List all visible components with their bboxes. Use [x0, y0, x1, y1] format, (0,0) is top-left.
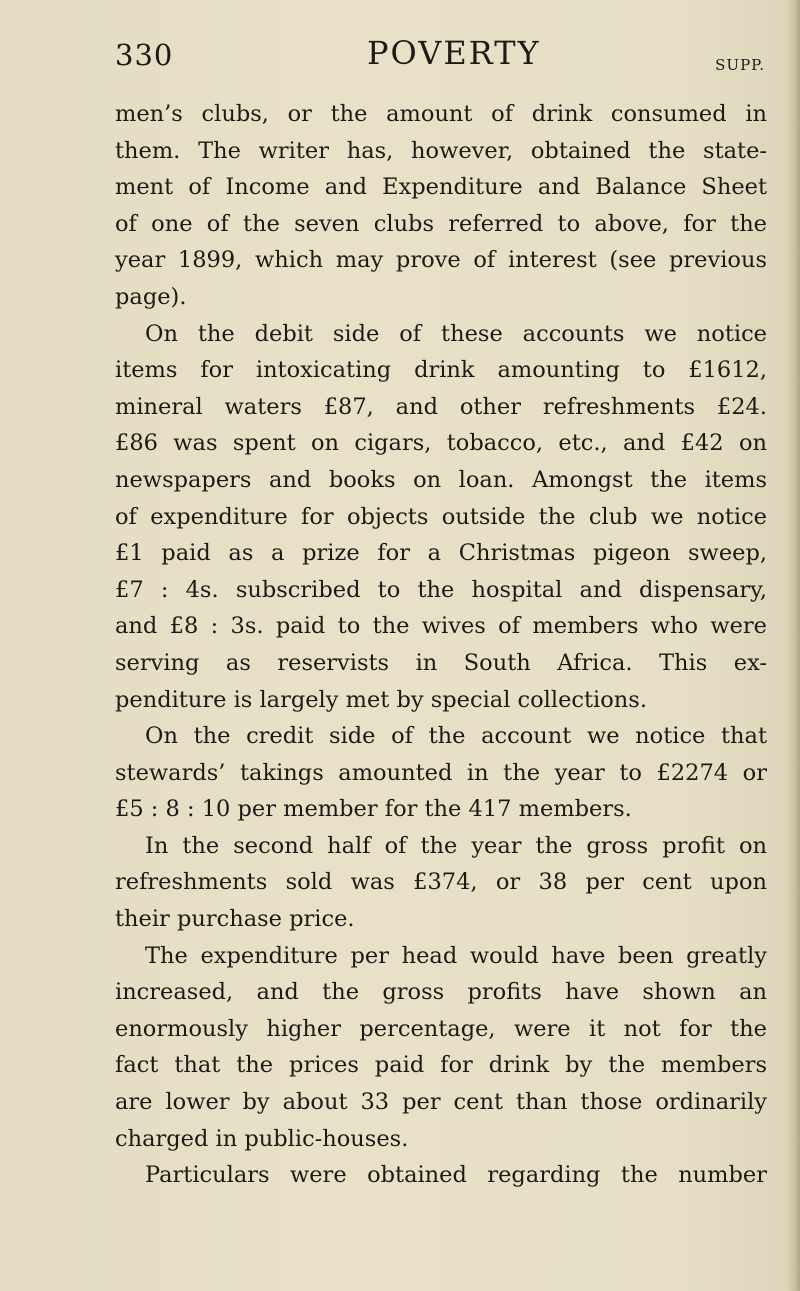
text-line: £86 was spent on cigars, tobacco, etc., and £42 on: [115, 430, 767, 457]
text-line: ment of Income and Expenditure and Balance Sheet: [115, 174, 767, 201]
paragraph: [115, 828, 767, 938]
text-line: them. The writer has, however, obtained the state-: [115, 137, 767, 164]
text-line: fact that the prices paid for drink by the members: [115, 1052, 767, 1079]
text-line: items for intoxicating drink amounting to £1612,: [115, 357, 767, 384]
text-line: £1 paid as a prize for a Christmas pigeon sweep,: [115, 540, 767, 567]
text-line: charged in public-houses.: [115, 1125, 409, 1152]
text-line: increased, and the gross profits have shown an: [115, 979, 767, 1006]
text-line: newspapers and books on loan. Amongst the items: [115, 466, 767, 493]
text-line: mineral waters £87, and other refreshments £24.: [115, 393, 767, 420]
text-line: On the credit side of the account we notice that: [145, 723, 767, 750]
body-text: [115, 96, 767, 1194]
section-mark: SUPP.: [715, 56, 765, 74]
text-line: their purchase price.: [115, 906, 355, 933]
text-line: are lower by about 33 per cent than those ordinarily: [115, 1089, 767, 1116]
page-header: [115, 30, 767, 78]
text-line: Particulars were obtained regarding the number: [145, 1162, 767, 1189]
text-line: The expenditure per head would have been greatly: [145, 942, 767, 969]
text-line: year 1899, which may prove of interest (see previous: [115, 247, 767, 274]
page-edge-shadow: [786, 0, 800, 1291]
text-line: On the debit side of these accounts we notice: [145, 320, 767, 347]
paragraph: [115, 718, 767, 828]
text-line: of expenditure for objects outside the club we notice: [115, 503, 767, 530]
text-line: page).: [115, 283, 187, 310]
paragraph: [115, 96, 767, 316]
text-line: serving as reservists in South Africa. This ex-: [115, 649, 767, 676]
paragraph: [115, 1157, 767, 1194]
text-line: of one of the seven clubs referred to above, for the: [115, 210, 767, 237]
paragraph: [115, 938, 767, 1158]
text-line: penditure is largely met by special collections.: [115, 686, 647, 713]
text-line: In the second half of the year the gross profit on: [145, 832, 767, 859]
text-line: refreshments sold was £374, or 38 per cent upon: [115, 869, 767, 896]
page-number: 330: [115, 38, 174, 72]
text-line: £5 : 8 : 10 per member for the 417 members.: [115, 796, 632, 823]
text-line: stewards’ takings amounted in the year to £2274 or: [115, 759, 767, 786]
text-line: enormously higher percentage, were it not for the: [115, 1015, 767, 1042]
text-line: men’s clubs, or the amount of drink consumed in: [115, 101, 767, 127]
paragraph: [115, 316, 767, 719]
running-title: POVERTY: [367, 34, 541, 72]
text-line: £7 : 4s. subscribed to the hospital and dispensary,: [115, 576, 767, 603]
text-line: and £8 : 3s. paid to the wives of members who were: [115, 613, 767, 640]
